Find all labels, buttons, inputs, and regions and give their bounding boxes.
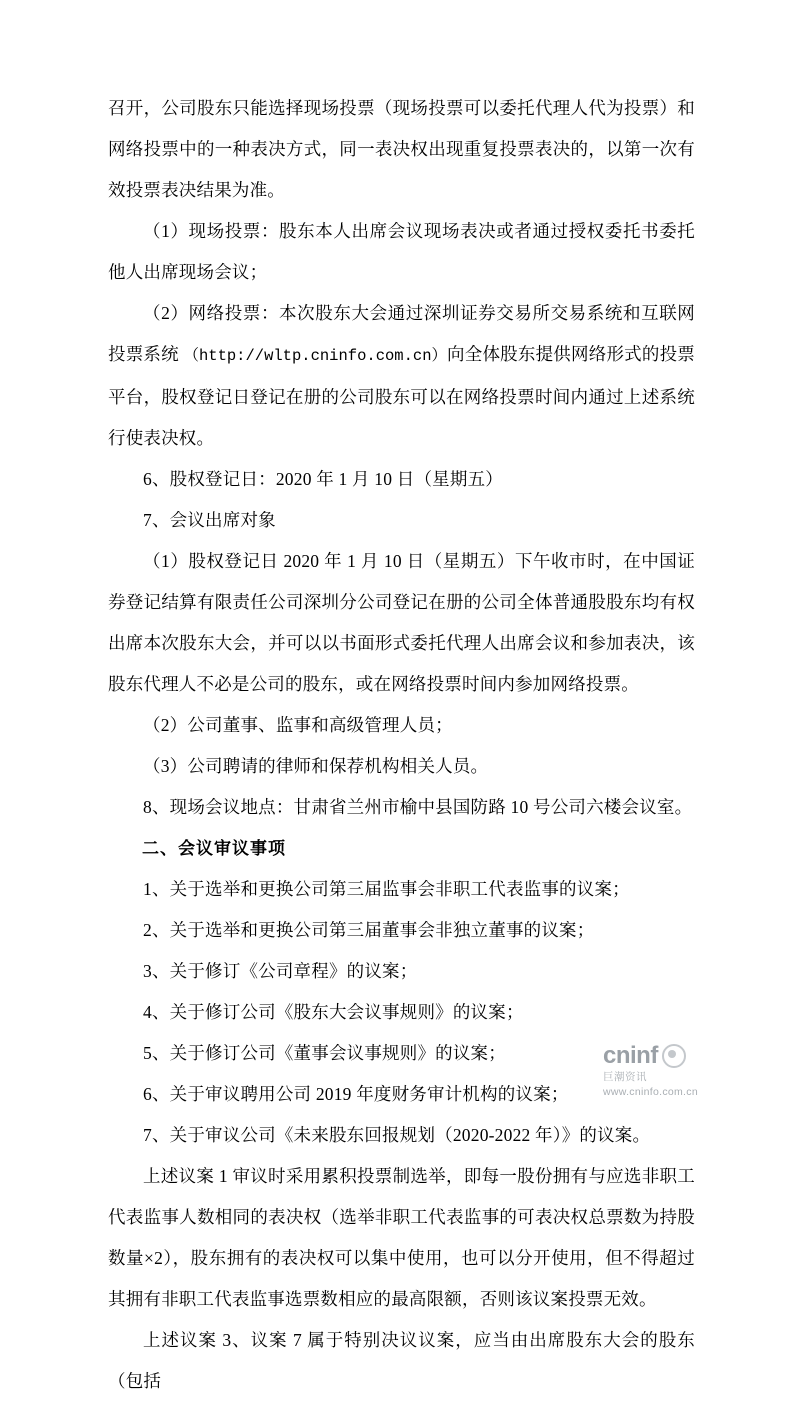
note-special-resolution: 上述议案 3、议案 7 属于特别决议议案，应当由出席股东大会的股东（包括 [108, 1330, 695, 1391]
watermark-logo-text: cninf [603, 1042, 658, 1069]
watermark-url: www.cninfo.com.cn [603, 1086, 698, 1098]
note-cumulative-voting: 上述议案 1 审议时采用累积投票制选举，即每一股份拥有与应选非职工代表监事人数相同的表决权（选举非职工代表监事的可表决权总票数为持股数量×2），股东拥有的表决权可以集中使用，也可以分开使用，但不得超过其拥有非职工代表监事选票数相应的最高限额，否则该议案投票无效。 [108, 1166, 695, 1309]
paragraph-item-7-2: （2）公司董事、监事和高级管理人员； [143, 715, 453, 735]
proposal-item-1: 1、关于选举和更换公司第三届监事会非职工代表监事的议案； [143, 879, 630, 899]
proposal-item-2: 2、关于选举和更换公司第三届董事会非独立董事的议案； [143, 920, 595, 940]
document-body [108, 88, 695, 1402]
proposal-item-4: 4、关于修订公司《股东大会议事规则》的议案； [143, 1002, 524, 1022]
paragraph-item-7: 7、会议出席对象 [143, 510, 276, 530]
section-heading-meeting-agenda: 二、会议审议事项 [142, 839, 286, 858]
proposal-item-5: 5、关于修订公司《董事会议事规则》的议案； [143, 1043, 506, 1063]
network-voting-text-b: 向全体股东提供网络形式的投票平台，股权登记日登记在册的公司股东可以在网络投票时间内通过上述系统行使表决权。 [108, 344, 695, 448]
proposal-item-6: 6、关于审议聘用公司 2019 年度财务审计机构的议案； [143, 1084, 569, 1104]
paragraph-item-6: 6、股权登记日：2020 年 1 月 10 日（星期五） [143, 469, 503, 489]
network-voting-url: （http://wltp.cninfo.com.cn） [183, 347, 448, 365]
paragraph-item-7-3: （3）公司聘请的律师和保荐机构相关人员。 [143, 756, 489, 776]
watermark [603, 1044, 753, 1098]
cninfo-circle-icon [662, 1044, 686, 1068]
watermark-logo-row [603, 1044, 753, 1068]
proposal-item-3: 3、关于修订《公司章程》的议案； [143, 961, 418, 981]
paragraph-onsite-voting: （1）现场投票：股东本人出席会议现场表决或者通过授权委托书委托他人出席现场会议； [108, 221, 695, 282]
watermark-subtitle: 巨潮资讯 [603, 1071, 647, 1083]
paragraph-item-7-1: （1）股权登记日 2020 年 1 月 10 日（星期五）下午收市时，在中国证券登记结算有限责任公司深圳分公司登记在册的公司全体普通股股东均有权出席本次股东大会，并可以以书面形式委托代理人出席会议和参加表决，该股东代理人不必是公司的股东，或在网络投票时间内参加网络投票。 [108, 551, 695, 694]
paragraph-network-voting [108, 293, 695, 459]
paragraph-item-8: 8、现场会议地点：甘肃省兰州市榆中县国防路 10 号公司六楼会议室。 [143, 797, 693, 817]
paragraph-voting-methods: 召开，公司股东只能选择现场投票（现场投票可以委托代理人代为投票）和网络投票中的一种表决方式，同一表决权出现重复投票表决的，以第一次有效投票表决结果为准。 [108, 98, 695, 200]
network-voting-text-a: （2）网络投票：本次股东大会通过深圳证券交易所交易系统和互联网投票系统 [108, 303, 695, 364]
proposal-item-7: 7、关于审议公司《未来股东回报规划（2020-2022 年）》的议案。 [143, 1125, 651, 1145]
